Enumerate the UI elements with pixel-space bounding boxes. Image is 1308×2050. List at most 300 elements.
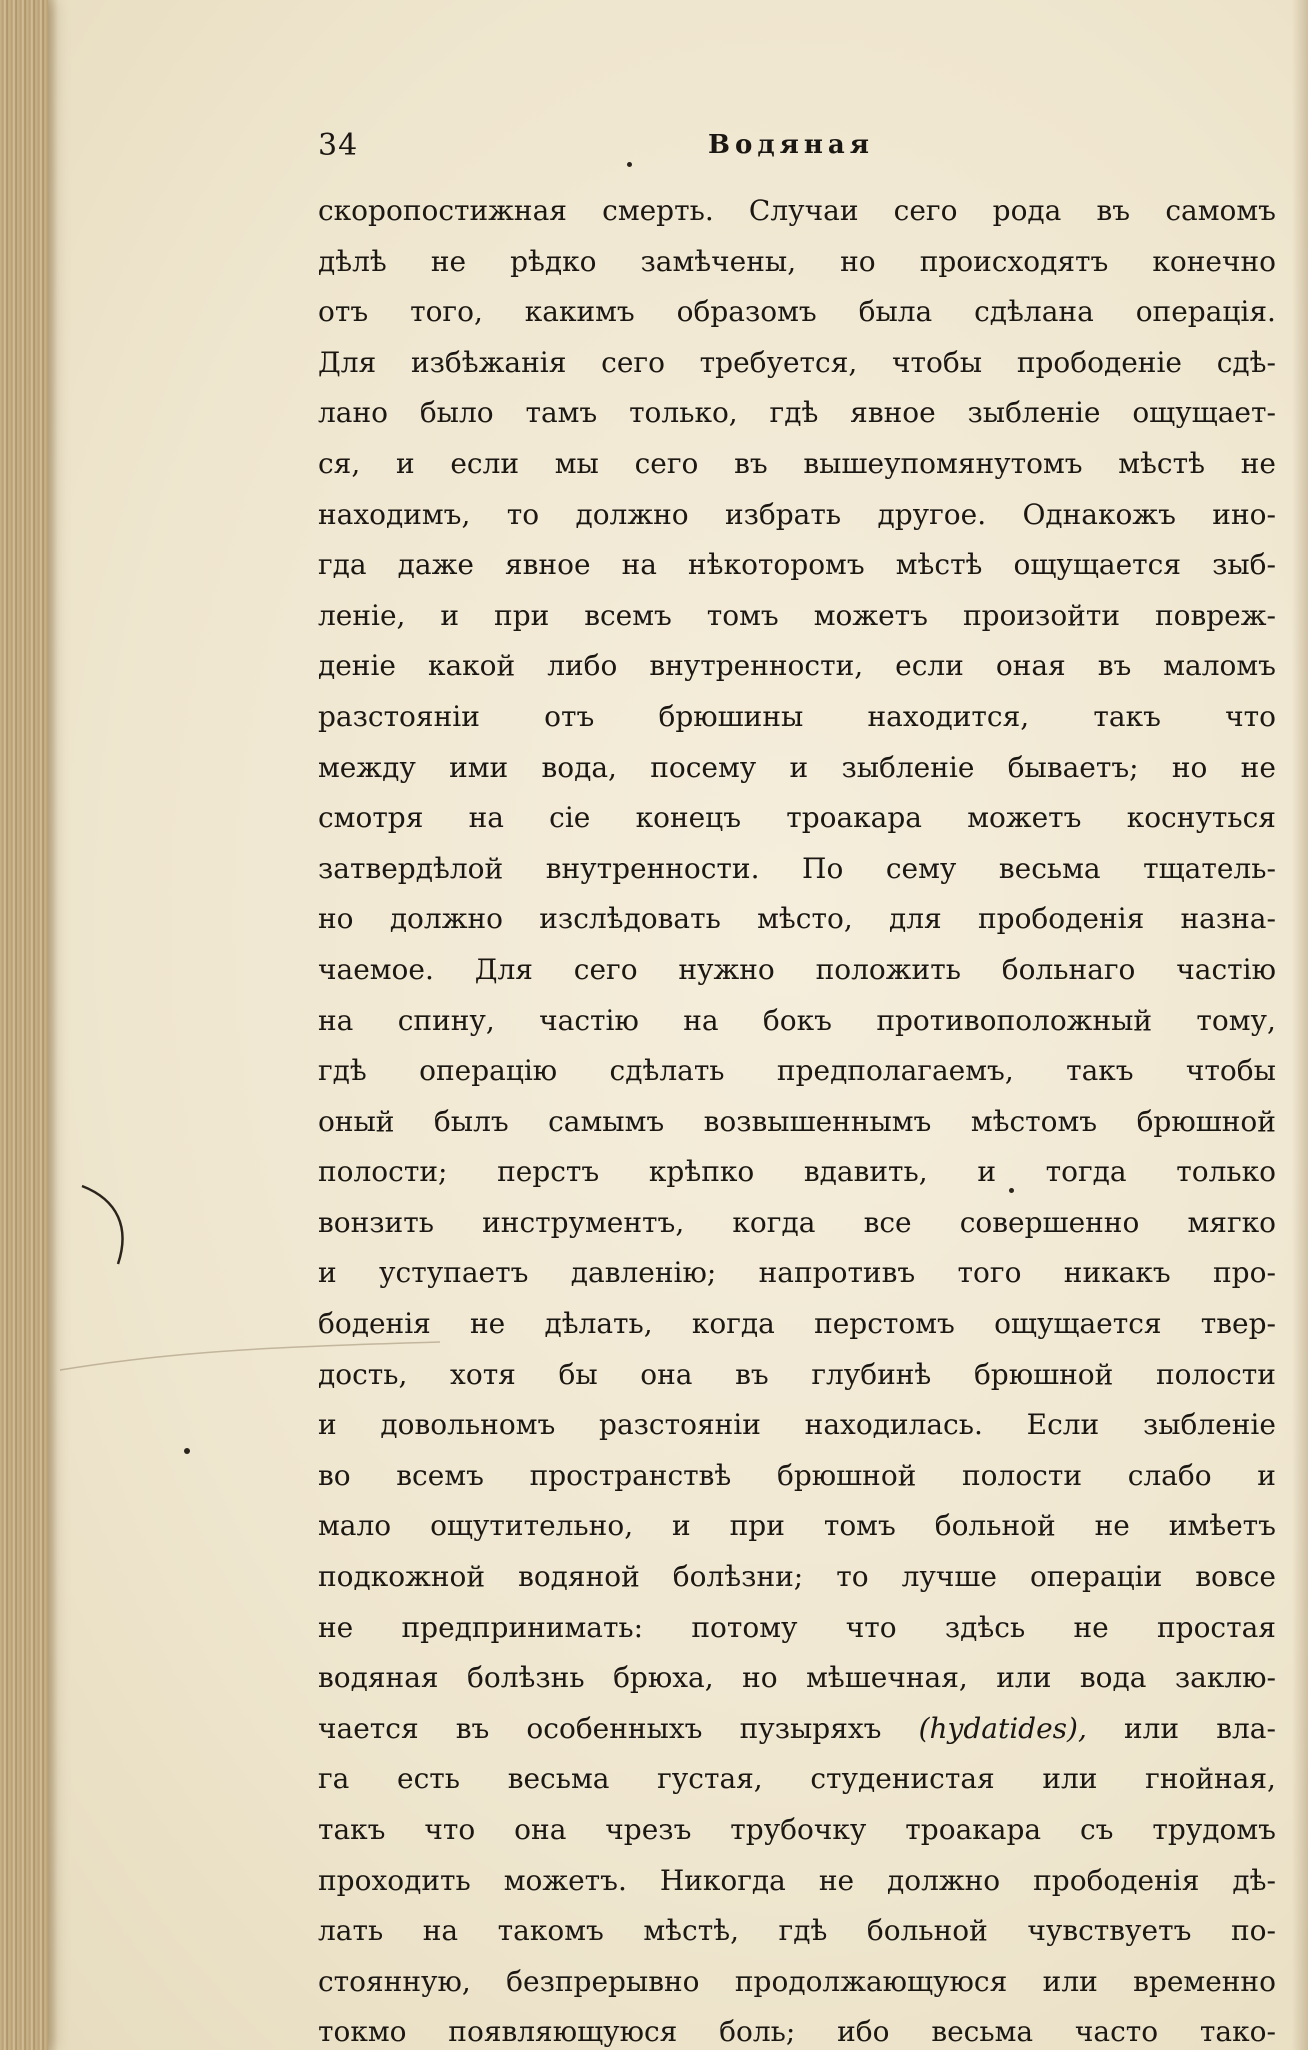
text-line bbox=[318, 439, 1276, 490]
word: студенистая bbox=[810, 1762, 995, 1796]
word: болѣзни; bbox=[672, 1560, 804, 1594]
word: томъ bbox=[706, 598, 779, 632]
text-line bbox=[318, 1754, 1276, 1805]
word: нужно bbox=[678, 952, 775, 986]
word: назна- bbox=[1180, 902, 1276, 936]
word: брюшной bbox=[1136, 1104, 1276, 1138]
text-line bbox=[318, 743, 1276, 794]
text-line bbox=[318, 490, 1276, 541]
word: брюшины bbox=[658, 699, 804, 733]
word: потому bbox=[691, 1610, 798, 1644]
word: весьма bbox=[998, 851, 1101, 885]
word: происходятъ bbox=[919, 244, 1109, 278]
text-line bbox=[318, 692, 1276, 743]
word: въ bbox=[1097, 649, 1132, 683]
body-text bbox=[318, 186, 1276, 2050]
text-line bbox=[318, 1299, 1276, 1350]
word: въ bbox=[455, 1711, 490, 1745]
text-line bbox=[318, 2007, 1276, 2050]
word: была bbox=[858, 295, 933, 329]
word: сего bbox=[893, 194, 958, 227]
word: требуется, bbox=[699, 345, 858, 379]
word: сіе bbox=[549, 801, 591, 835]
text-line bbox=[318, 1653, 1276, 1704]
word: но bbox=[1171, 750, 1208, 784]
word: операція. bbox=[1135, 295, 1276, 329]
word: стоянную, bbox=[318, 1964, 471, 1998]
word: находится, bbox=[867, 699, 1030, 733]
word: все bbox=[863, 1205, 912, 1239]
word: при bbox=[729, 1509, 785, 1543]
word: на bbox=[683, 1003, 719, 1037]
word: не bbox=[318, 1610, 354, 1644]
word: коснуться bbox=[1126, 801, 1276, 835]
word: водяной bbox=[518, 1560, 640, 1594]
word: вода, bbox=[541, 750, 617, 784]
word: если bbox=[895, 649, 964, 683]
word: самомъ bbox=[1165, 194, 1276, 227]
word: больной bbox=[866, 1914, 988, 1948]
word: сего bbox=[601, 345, 665, 379]
word: то bbox=[506, 497, 540, 531]
word: весьма bbox=[507, 1762, 610, 1796]
word: дѣ- bbox=[1232, 1863, 1276, 1897]
word: полости; bbox=[318, 1155, 448, 1189]
word: зыбленіе bbox=[967, 396, 1101, 430]
word: не bbox=[1240, 446, 1276, 480]
text-line bbox=[318, 1704, 1276, 1755]
word: и bbox=[1257, 1458, 1276, 1492]
text-line bbox=[318, 1451, 1276, 1502]
word: влa- bbox=[1216, 1711, 1276, 1745]
word: временно bbox=[1133, 1964, 1276, 1998]
word: часто bbox=[1074, 2015, 1159, 2049]
text-line bbox=[318, 388, 1276, 439]
word: какимъ bbox=[524, 295, 635, 329]
word: деніе bbox=[318, 649, 396, 683]
running-head: Водяная bbox=[708, 130, 874, 160]
word: и bbox=[395, 446, 415, 480]
gutter-shadow bbox=[48, 0, 58, 2050]
word: когда bbox=[691, 1307, 775, 1341]
word: чтобы bbox=[892, 345, 983, 379]
word: водяная bbox=[318, 1661, 439, 1695]
word: гда bbox=[318, 548, 367, 582]
word: вода bbox=[1079, 1661, 1147, 1695]
word: спину, bbox=[397, 1003, 495, 1037]
word: предполагаемъ, bbox=[776, 1054, 1014, 1088]
word: должно bbox=[389, 902, 503, 936]
word: мѣстѣ bbox=[895, 548, 983, 582]
word: ощутительно, bbox=[430, 1509, 634, 1543]
word: весьма bbox=[931, 2015, 1034, 2049]
word: возвышеннымъ bbox=[703, 1104, 932, 1138]
text-line bbox=[318, 1248, 1276, 1299]
word: безпрерывно bbox=[506, 1964, 700, 1998]
word: троакара bbox=[786, 801, 922, 835]
page-number: 34 bbox=[318, 128, 359, 163]
word: отъ bbox=[318, 295, 369, 329]
word: мѣстѣ bbox=[1118, 446, 1205, 480]
word: зыбленіе bbox=[1142, 1408, 1276, 1442]
word: троакара bbox=[905, 1813, 1042, 1846]
word: явное bbox=[505, 548, 591, 582]
ink-dot bbox=[184, 1448, 190, 1454]
word: томъ bbox=[823, 1509, 896, 1543]
word: и bbox=[977, 1155, 996, 1189]
text-line bbox=[318, 338, 1276, 389]
word: довольномъ bbox=[380, 1408, 556, 1442]
word: мало bbox=[318, 1509, 392, 1543]
word: во bbox=[318, 1458, 351, 1492]
word: что bbox=[1225, 699, 1276, 733]
word: есть bbox=[397, 1762, 461, 1796]
word: сдѣлана bbox=[974, 295, 1094, 329]
word: оная bbox=[995, 649, 1066, 683]
word: леніе, bbox=[318, 598, 406, 632]
word: смотря bbox=[318, 801, 424, 835]
word: всемъ bbox=[584, 598, 672, 632]
word: вышеупомянутомъ bbox=[803, 446, 1083, 480]
word: совершенно bbox=[959, 1205, 1140, 1239]
word: съ bbox=[1079, 1813, 1114, 1846]
word: здѣсь bbox=[944, 1610, 1026, 1644]
word: крѣпко bbox=[648, 1155, 755, 1189]
word: какой bbox=[427, 649, 516, 683]
word: бoденія bbox=[318, 1307, 431, 1341]
word: продолжающуюся bbox=[734, 1964, 1008, 1998]
word: того bbox=[957, 1256, 1022, 1290]
word: ино- bbox=[1212, 497, 1276, 531]
word: въ bbox=[735, 1357, 769, 1391]
word: тому, bbox=[1196, 1003, 1276, 1037]
word: тогда bbox=[1045, 1155, 1127, 1189]
word: конецъ bbox=[635, 801, 742, 835]
word: гдѣ bbox=[778, 1914, 828, 1948]
word: напротивъ bbox=[758, 1256, 916, 1290]
word: простая bbox=[1156, 1610, 1276, 1644]
margin-bracket-mark bbox=[78, 1180, 138, 1270]
word: слабо bbox=[1127, 1458, 1212, 1492]
word: появляющуюся bbox=[448, 2015, 678, 2049]
word: въ bbox=[734, 446, 768, 480]
word: избрать bbox=[724, 497, 842, 531]
word: лать bbox=[318, 1914, 384, 1948]
word: разстояніи bbox=[599, 1408, 761, 1442]
word: такъ bbox=[1066, 1054, 1134, 1088]
word: такомъ bbox=[497, 1914, 604, 1948]
text-line bbox=[318, 1097, 1276, 1148]
word: чтобы bbox=[1185, 1054, 1276, 1088]
word: вовсе bbox=[1195, 1560, 1276, 1594]
word: гнойная, bbox=[1145, 1762, 1276, 1796]
word: гдѣ bbox=[318, 1054, 367, 1088]
word: трубочку bbox=[730, 1813, 867, 1846]
text-line bbox=[318, 641, 1276, 692]
word: въ bbox=[1096, 194, 1131, 227]
word: былъ bbox=[433, 1104, 509, 1138]
word: густая, bbox=[657, 1762, 763, 1796]
text-line bbox=[318, 996, 1276, 1047]
word: Для bbox=[318, 345, 377, 379]
word: трудомъ bbox=[1152, 1813, 1276, 1846]
word: было bbox=[419, 396, 494, 430]
word: и bbox=[672, 1509, 691, 1543]
word: сдѣ- bbox=[1216, 345, 1276, 379]
word: ими bbox=[449, 750, 509, 784]
word: что bbox=[845, 1610, 897, 1644]
word: тщатель- bbox=[1143, 851, 1276, 885]
word: затвердѣлой bbox=[318, 851, 504, 885]
page-header bbox=[318, 128, 1278, 168]
word: не bbox=[1094, 1509, 1130, 1543]
word: оный bbox=[318, 1104, 395, 1138]
word: зыбленіе bbox=[841, 750, 975, 784]
word: только, bbox=[629, 396, 738, 430]
word: (hydatides), bbox=[918, 1711, 1087, 1745]
text-line bbox=[318, 1147, 1276, 1198]
text-line bbox=[318, 1957, 1276, 2008]
word: Если bbox=[1026, 1408, 1100, 1442]
word: разстояніи bbox=[318, 699, 480, 733]
word: мѣстѣ, bbox=[643, 1914, 739, 1948]
ink-dot bbox=[627, 162, 632, 167]
word: но bbox=[318, 902, 354, 936]
word: проходить bbox=[318, 1863, 471, 1897]
word: операціи bbox=[1029, 1560, 1163, 1594]
word: или bbox=[1042, 1964, 1098, 1998]
word: мѣсто, bbox=[757, 902, 853, 936]
word: операцію bbox=[419, 1054, 558, 1088]
word: Однакожъ bbox=[1022, 497, 1176, 531]
word: такъ bbox=[1093, 699, 1161, 733]
word: подкожной bbox=[318, 1560, 486, 1594]
word: не bbox=[1240, 750, 1276, 784]
word: ощущается bbox=[994, 1307, 1162, 1341]
word: того, bbox=[410, 295, 483, 329]
word: можетъ bbox=[813, 598, 928, 632]
word: на bbox=[621, 548, 657, 582]
word: имѣетъ bbox=[1168, 1509, 1276, 1543]
word: по- bbox=[1230, 1914, 1276, 1948]
text-line bbox=[318, 1552, 1276, 1603]
word: или bbox=[1042, 1762, 1098, 1796]
word: положить bbox=[815, 952, 961, 986]
word: между bbox=[318, 750, 416, 784]
word: даже bbox=[397, 548, 474, 582]
word: другое. bbox=[877, 497, 987, 531]
word: и bbox=[318, 1256, 337, 1290]
word: лано bbox=[318, 396, 388, 430]
word: конечно bbox=[1152, 244, 1276, 278]
page-edge-shadow bbox=[1292, 0, 1308, 2050]
word: вдавить, bbox=[803, 1155, 928, 1189]
word: на bbox=[318, 1003, 354, 1037]
word: ся, bbox=[318, 446, 361, 480]
word: брюшной bbox=[776, 1458, 917, 1492]
word: твер- bbox=[1200, 1307, 1276, 1341]
word: изслѣдовать bbox=[539, 902, 721, 936]
word: если bbox=[450, 446, 520, 480]
word: чувствуетъ bbox=[1027, 1914, 1192, 1948]
word: явное bbox=[850, 396, 936, 430]
word: противоположный bbox=[876, 1003, 1153, 1037]
word: рода bbox=[992, 194, 1062, 227]
word: уступаетъ bbox=[379, 1256, 529, 1290]
word: всемъ bbox=[396, 1458, 484, 1492]
word: ощущается bbox=[1013, 548, 1182, 582]
word: сего bbox=[634, 446, 699, 480]
word: лучше bbox=[901, 1560, 997, 1594]
word: на bbox=[468, 801, 504, 835]
word: предпринимать: bbox=[401, 1610, 644, 1644]
word: дѣлать, bbox=[544, 1307, 653, 1341]
word: но bbox=[840, 244, 876, 278]
word: больнаго bbox=[1001, 952, 1136, 986]
word: прободенія bbox=[1033, 1863, 1200, 1897]
word: заклю- bbox=[1174, 1661, 1276, 1695]
word: токмо bbox=[318, 2015, 407, 2049]
word: вонзить bbox=[318, 1205, 434, 1239]
word: для bbox=[889, 902, 942, 936]
word: га bbox=[318, 1762, 350, 1796]
word: Никогда bbox=[659, 1863, 786, 1897]
text-line bbox=[318, 1046, 1276, 1097]
word: особенныхъ bbox=[526, 1711, 703, 1745]
word: избѣжанія bbox=[410, 345, 567, 379]
word: дость, bbox=[318, 1357, 408, 1391]
word: тамъ bbox=[525, 396, 598, 430]
word: чается bbox=[318, 1711, 419, 1745]
word: и bbox=[789, 750, 809, 784]
word: и bbox=[440, 598, 460, 632]
word: зыб- bbox=[1212, 548, 1276, 582]
word: либо bbox=[547, 649, 618, 683]
word: ощущает- bbox=[1132, 396, 1276, 430]
word: про- bbox=[1213, 1256, 1276, 1290]
word: внутренности. bbox=[545, 851, 760, 885]
word: чаемое. bbox=[318, 952, 434, 986]
word: произойти bbox=[962, 598, 1120, 632]
word: рѣдко bbox=[510, 244, 597, 278]
word: отъ bbox=[544, 699, 595, 733]
word: прободеніе bbox=[1016, 345, 1182, 379]
word: нѣкоторомъ bbox=[688, 548, 865, 582]
text-line bbox=[318, 237, 1276, 288]
word: находилась. bbox=[804, 1408, 983, 1442]
word: никакъ bbox=[1063, 1256, 1171, 1290]
word: или bbox=[1123, 1711, 1180, 1745]
text-line bbox=[318, 844, 1276, 895]
word: инструментъ, bbox=[482, 1205, 685, 1239]
word: частію bbox=[1176, 952, 1276, 986]
text-line bbox=[318, 945, 1276, 996]
text-line bbox=[318, 1198, 1276, 1249]
word: замѣчены, bbox=[640, 244, 797, 278]
word: но bbox=[742, 1661, 778, 1695]
word: должно bbox=[887, 1863, 1001, 1897]
word: глубинѣ bbox=[811, 1357, 932, 1391]
word: полости bbox=[962, 1458, 1083, 1492]
word: давленію; bbox=[570, 1256, 717, 1290]
word: мы bbox=[554, 446, 599, 480]
word: бы bbox=[558, 1357, 598, 1391]
word: находимъ, bbox=[318, 497, 471, 531]
text-line bbox=[318, 1501, 1276, 1552]
word: боль; bbox=[719, 2015, 796, 2049]
ink-dot bbox=[1009, 1188, 1014, 1193]
word: пузыряхъ bbox=[739, 1711, 882, 1745]
word: маломъ bbox=[1163, 649, 1276, 683]
word: не bbox=[470, 1307, 506, 1341]
text-line bbox=[318, 591, 1276, 642]
word: ибо bbox=[837, 2015, 890, 2049]
text-line bbox=[318, 186, 1276, 237]
word: сдѣлать bbox=[609, 1054, 725, 1088]
text-line bbox=[318, 287, 1276, 338]
word: дѣлѣ bbox=[318, 244, 387, 278]
word: брюшной bbox=[973, 1357, 1114, 1391]
word: По bbox=[802, 851, 844, 885]
text-line bbox=[318, 894, 1276, 945]
word: бокъ bbox=[762, 1003, 832, 1037]
word: когда bbox=[732, 1205, 816, 1239]
word: и bbox=[318, 1408, 337, 1442]
word: не bbox=[1073, 1610, 1109, 1644]
word: не bbox=[818, 1863, 855, 1897]
word: образомъ bbox=[676, 295, 817, 329]
word: не bbox=[430, 244, 467, 278]
text-line bbox=[318, 1400, 1276, 1451]
word: при bbox=[494, 598, 550, 632]
word: сему bbox=[885, 851, 957, 885]
word: Случаи bbox=[748, 194, 859, 227]
word: частію bbox=[539, 1003, 639, 1037]
word: больной bbox=[934, 1509, 1056, 1543]
text-line bbox=[318, 1856, 1276, 1907]
word: она bbox=[640, 1357, 693, 1391]
text-line bbox=[318, 540, 1276, 591]
word: брюха, bbox=[613, 1661, 714, 1695]
word: прободенія bbox=[977, 902, 1145, 936]
word: Для bbox=[474, 952, 533, 986]
word: что bbox=[424, 1813, 476, 1846]
word: то bbox=[836, 1560, 869, 1594]
word: мѣшечная, bbox=[806, 1661, 968, 1695]
text-line bbox=[318, 1350, 1276, 1401]
word: можетъ bbox=[967, 801, 1082, 835]
word: перстомъ bbox=[814, 1307, 955, 1341]
word: тако- bbox=[1199, 2015, 1276, 2049]
word: хотя bbox=[450, 1357, 516, 1391]
word: полости bbox=[1155, 1357, 1276, 1391]
word: посему bbox=[650, 750, 757, 784]
word: сего bbox=[573, 952, 638, 986]
word: можетъ. bbox=[503, 1863, 627, 1897]
word: гдѣ bbox=[769, 396, 819, 430]
word: перстъ bbox=[497, 1155, 600, 1189]
word: на bbox=[422, 1914, 459, 1948]
word: пространствѣ bbox=[529, 1458, 732, 1492]
word: скоропостижная bbox=[318, 194, 567, 227]
word: смерть. bbox=[602, 194, 714, 227]
text-line bbox=[318, 1805, 1276, 1856]
word: должно bbox=[575, 497, 689, 531]
text-line bbox=[318, 1603, 1276, 1654]
word: только bbox=[1176, 1155, 1276, 1189]
text-line bbox=[318, 1906, 1276, 1957]
word: такъ bbox=[318, 1813, 386, 1846]
